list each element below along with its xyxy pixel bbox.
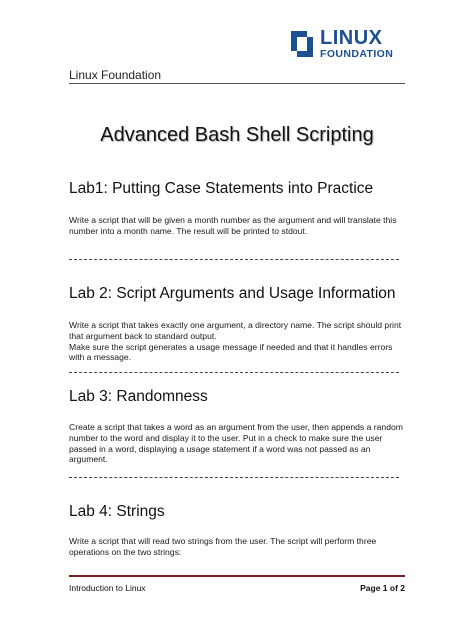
lab-description <box>69 536 409 558</box>
lab-paragraph: Create a script that takes a word as an argument from the user, then appends a random number to the word and display it to the user. Put in a check to make sure the user passed in a word, displaying a usage statement if a word was not passed as an argument. <box>69 422 403 465</box>
lab-paragraph: Write a script that will read two strings from the user. The script will perform three operations on the two strings: <box>69 536 377 557</box>
document-title: Advanced Bash Shell Scripting <box>100 124 374 146</box>
lab-heading: Lab 2: Script Arguments and Usage Information <box>69 285 396 302</box>
section-divider <box>69 372 399 373</box>
logo-line1: LINUX <box>320 27 383 50</box>
logo-wordmark <box>320 28 393 60</box>
lab-description <box>69 422 409 465</box>
footer-page-number: Page 1 of 2 <box>360 583 405 593</box>
logo-line2: FOUNDATION <box>320 48 394 61</box>
lab-heading: Lab 4: Strings <box>69 503 165 520</box>
header-divider <box>69 83 405 84</box>
section-divider <box>69 477 399 478</box>
page-header: Linux Foundation <box>69 68 162 82</box>
lab-description <box>69 215 409 237</box>
lab-paragraph: Write a script that takes exactly one argument, a directory name. The script should print that argument back to standard output. <box>69 320 402 341</box>
lab-heading: Lab 3: Randomness <box>69 388 208 405</box>
linux-foundation-logo <box>289 28 393 60</box>
footer-course-name: Introduction to Linux <box>69 583 146 593</box>
footer-divider <box>69 575 405 577</box>
lab-heading: Lab1: Putting Case Statements into Practice <box>69 180 374 197</box>
section-divider <box>69 259 399 260</box>
lab-paragraph: Write a script that will be given a month number as the argument and will translate this number into a month name. The result will be printed to stdout. <box>69 215 397 236</box>
linux-foundation-logo-icon <box>289 29 315 59</box>
lab-description <box>69 320 409 363</box>
lab-paragraph: Make sure the script generates a usage message if needed and that it handles errors with a message. <box>69 341 393 363</box>
